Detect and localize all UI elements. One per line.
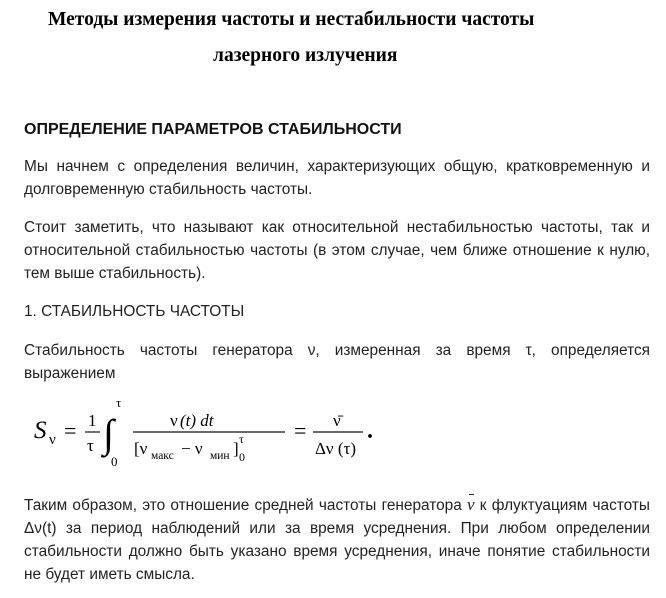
subsection-heading: 1. СТАБИЛЬНОСТЬ ЧАСТОТЫ — [24, 303, 245, 320]
formula-numerator-t: (t) dt — [180, 411, 214, 430]
formula-denominator-sub-min: мин — [210, 450, 230, 462]
formula-denominator-sup: τ — [239, 432, 244, 446]
formula-integral-upper: τ — [116, 395, 122, 410]
formula-frac3-numerator: ν̄ — [333, 411, 341, 430]
formula-frac1-numerator: 1 — [88, 411, 97, 430]
section-heading: ОПРЕДЕЛЕНИЕ ПАРАМЕТРОВ СТАБИЛЬНОСТИ — [24, 121, 402, 138]
mean-frequency-letter: ν — [467, 495, 475, 514]
paragraph-conclusion-end: к флуктуациям частоты Δν(t) за период наблюдений или за время усреднения. При любом определении стабильности должно быть указано время усреднения, иначе понятие стабильности не будет иметь смысла. — [24, 497, 650, 583]
document-title-line-2: лазерного излучения — [213, 45, 398, 66]
formula-denominator-open: [ν — [134, 439, 148, 458]
overbar — [469, 494, 474, 495]
formula-svg — [30, 395, 373, 475]
paragraph-definition: Стабильность частоты генератора ν, измеренная за время τ, определяется выражением — [24, 342, 650, 382]
formula-lhs: S — [34, 417, 47, 444]
formula-frac1-denominator: τ — [87, 436, 94, 455]
stability-formula — [30, 395, 373, 475]
formula-end-period: . — [367, 418, 373, 444]
formula-equals-1: = — [64, 418, 77, 443]
paragraph-intro: Мы начнем с определения величин, характеризующих общую, кратковременную и долговременную стабильность частоты. — [24, 158, 650, 198]
formula-numerator-nu: ν — [170, 411, 178, 430]
paragraph-conclusion — [24, 493, 650, 586]
formula-integral-sign: ∫ — [103, 411, 114, 456]
paragraph-conclusion-start: Таким образом, это отношение средней частоты генератора — [24, 497, 468, 514]
formula-denominator-minus: − ν — [181, 439, 203, 458]
formula-frac3-denominator: Δν (τ) — [315, 439, 357, 458]
paragraph-note: Стоит заметить, что называют как относительной нестабильностью частоты, так и относительной стабильностью частоты (в этом случае, чем ближе отношение к нулю, тем выше стабильность). — [24, 219, 650, 282]
mean-frequency-symbol — [467, 495, 475, 514]
formula-lhs-subscript: ν — [49, 432, 56, 448]
formula-denominator-sub-max: макс — [151, 450, 174, 462]
formula-denominator-sub0: 0 — [239, 450, 245, 464]
formula-integral-lower: 0 — [111, 454, 118, 469]
formula-denominator-close: ] — [233, 439, 239, 458]
formula-equals-2: = — [294, 418, 307, 443]
document-title-line-1: Методы измерения частоты и нестабильности частоты — [48, 9, 535, 30]
